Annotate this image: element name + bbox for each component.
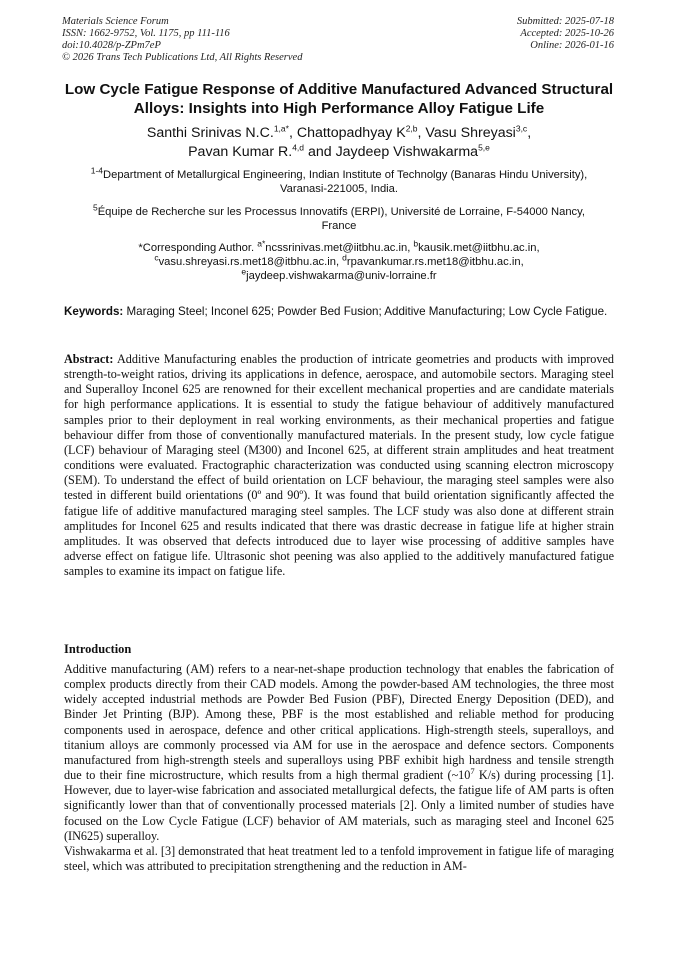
author-separator: , [288,125,297,141]
email-mark: a* [257,238,266,249]
affiliation-mark: 5 [92,202,98,213]
introduction-body [64,662,614,874]
affiliation-2 [78,202,600,233]
affiliation-text: Équipe de Recherche sur les Processus Innovatifs (ERPI), Université de Lorraine, F-54000 Nancy, France [97,206,586,232]
email-address: rpavankumar.rs.met18@itbhu.ac.in, [346,256,524,268]
author-separator: , [527,125,532,141]
author-name: Vasu Shreyasi [425,125,516,141]
affiliation-1 [78,165,600,196]
abstract-section [64,352,614,579]
author-affiliation-mark: 1,a* [273,123,289,134]
exponent: 7 [470,766,475,777]
email-mark: d [342,252,347,263]
author-separator: , [417,125,426,141]
publication-dates [517,16,614,52]
abstract-label: Abstract: [64,352,114,366]
introduction-paragraph: Vishwakarma et al. [3] demonstrated that heat treatment led to a tenfold improvement in fatigue life of maraging steel, which was attributed to precipitation strengthening and the reduction in AM- [64,843,614,874]
author-name: Jaydeep Vishwakarma [335,144,479,160]
email-address: kausik.met@iitbhu.ac.in, [418,242,540,254]
abstract-text: Additive Manufacturing enables the production of intricate geometries and products with improved strength-to-weight ratios, driving its applications in defence, aerospace, and automobile sectors. Maraging steel and Superalloy Inconel 625 are renowned for their excellent mechanical properties and are candidate materials for high performance applications. It is essential to study the fatigue behaviour of additively manufactured samples prior to their deployment in real working environments, as their mechanical properties and fatigue behaviour differ from those of conventionally manufactured materials. In the present study, low cycle fatigue (LCF) behaviour of Maraging steel (M300) and Inconel 625, at different strain amplitudes and heat treatment conditions were evaluated. Fractographic characterization was conducted using scanning electron microscopy (SEM). To understand the effect of build orientation on LCF behaviour, the maraging steel samples were also tested in different build orientations (0º and 90º). It was found that build orientation significantly affected the fatigue life of additive manufactured maraging steel samples. The LCF study was also done at different strain amplitudes for Inconel 625 and results indicated that there was drastic decrease in fatigue life at higher strain amplitudes. It was observed that defects introduced due to layer wise processing of additive samples have adverse effect on fatigue life. Ultrasonic shot peening was also applied to the additively manufactured fatigue samples to examine its impact on fatigue life. [64,352,614,579]
email-address: ncssrinivas.met@iitbhu.ac.in, [265,242,414,254]
affiliation-text: Department of Metallurgical Engineering, Indian Institute of Technolgy (Banaras Hindu University), Varanasi-221005, India. [103,169,588,195]
copyright-line: © 2026 Trans Tech Publications Ltd, All Rights Reserved [62,52,303,63]
online-date: Online: 2026-01-16 [530,40,614,51]
corresponding-author [78,238,600,283]
paragraph-text: Additive manufacturing (AM) refers to a near-net-shape production technology that enables the fabrication of complex products directly from their CAD models. Among the powder-based AM technologies, the three most widely accepted industrial methods are Powder Bed Fusion (PBF), Directed Energy Deposition (DED), and Binder Jet Printing (BJP). Among these, PBF is the most established and reliable method for producing components used in aerospace, defence and other critical applications. High-strength steels, superalloys, and titanium alloys are commonly processed via AM for use in the aerospace and defence sectors. Components manufactured from high-strength steels and superalloys using PBF exhibit high hardness and tensile strength due to their fine microstructure, which results from a high thermal gradient (~10 [64,662,614,783]
paper-title: Low Cycle Fatigue Response of Additive Manufactured Advanced Structural Alloys: Insights into High Performance Alloy Fatigue Life [64,81,614,117]
email-mark: b [413,238,419,249]
email-address: vasu.shreyasi.rs.met18@itbhu.ac.in, [158,256,343,268]
affiliation-mark: 1-4 [90,165,104,176]
email-mark: e [241,266,247,277]
author-name: Santhi Srinivas N.C. [146,125,274,141]
introduction-paragraph [64,662,614,844]
author-affiliation-mark: 5,e [478,142,490,153]
section-heading-introduction: Introduction [64,642,132,656]
keywords-section [64,305,614,320]
doi-line: doi:10.4028/p-ZPm7eP [62,40,161,51]
author-affiliation-mark: 4,d [292,142,305,153]
accepted-date: Accepted: 2025-10-26 [520,28,614,39]
author-affiliation-mark: 2,b [405,123,418,134]
corresponding-label: *Corresponding Author. [138,242,258,254]
author-affiliation-mark: 3,c [515,123,528,134]
submitted-date: Submitted: 2025-07-18 [516,16,614,27]
journal-info [62,16,302,64]
email-address: jaydeep.vishwakarma@univ-lorraine.fr [246,270,437,282]
author-list [60,124,618,162]
author-name: Pavan Kumar R. [188,144,293,160]
paragraph-text: K/s) during processing [1]. However, due to layer-wise fabrication and associated metallurgical defects, the fatigue life of AM parts is often significantly lower than that of conventionally processed materials [2]. Only a limited number of studies have focused on the Low Cycle Fatigue (LCF) behavior of AM materials, such as maraging steel and Inconel 625 (IN625) superalloy. [64,768,614,843]
email-mark: c [154,252,159,263]
keywords-label: Keywords: [64,305,124,318]
author-name: Chattopadhyay K [296,125,406,141]
keywords-text: Maraging Steel; Inconel 625; Powder Bed Fusion; Additive Manufacturing; Low Cycle Fatigue. [123,305,608,318]
author-separator: and [304,144,336,160]
journal-name: Materials Science Forum [62,16,169,27]
issn-line: ISSN: 1662-9752, Vol. 1175, pp 111-116 [62,28,230,39]
